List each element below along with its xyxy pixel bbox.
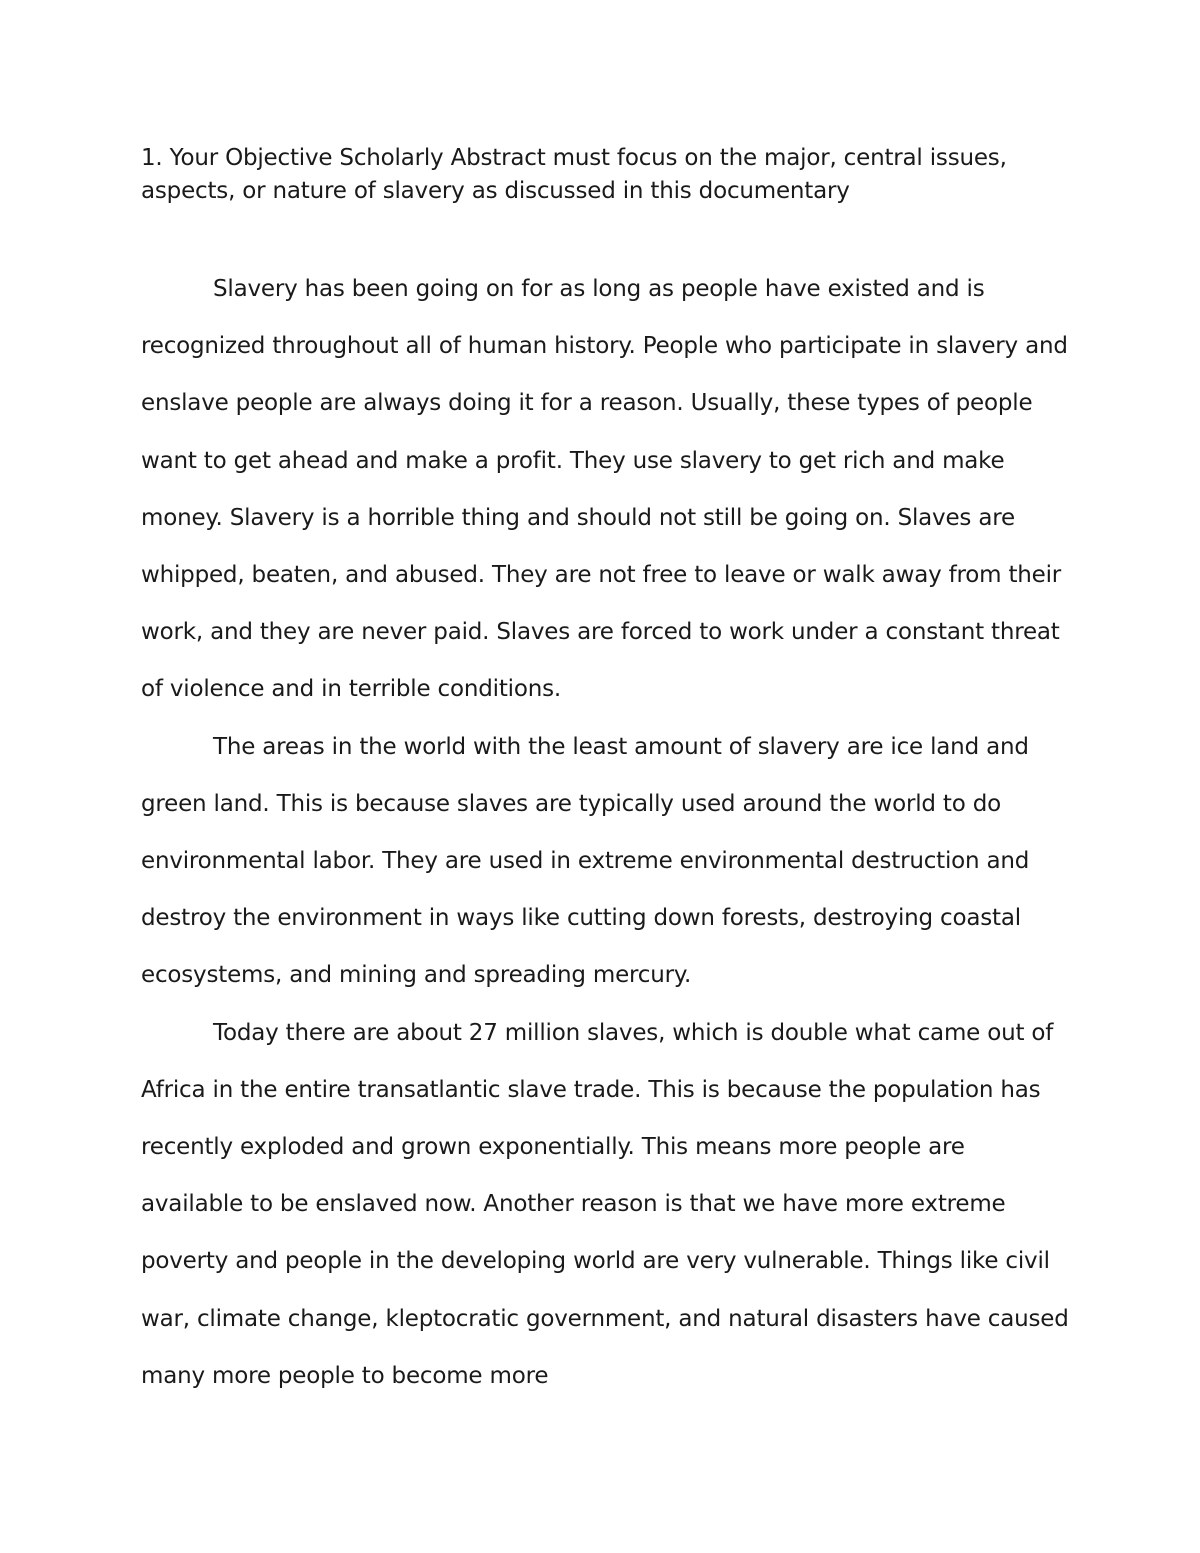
- essay-paragraph-2: The areas in the world with the least amount of slavery are ice land and green land. This is because slaves are typically used around the world to do environmental labor. They are used in extreme environmental destruction and destroy the environment in ways like cutting down forests, destroying coastal ecosystems, and mining and spreading mercury.: [141, 733, 1030, 989]
- essay-paragraph-1: Slavery has been going on for as long as people have existed and is recognized throughout all of human history. People who participate in slavery and enslave people are always doing it for a reason. Usually, these types of people want to get ahead and make a profit. They use slavery to get rich and make money. Slavery is a horrible thing and should not still be going on. Slaves are whipped, beaten, and abused. They are not free to leave or walk away from their work, and they are never paid. Slaves are forced to work under a constant threat of violence and in terrible conditions.: [141, 276, 1068, 703]
- essay-body: [141, 261, 1071, 1405]
- prompt-text: 1. Your Objective Scholarly Abstract must focus on the major, central issues, aspects, or nature of slavery as discussed in this documentary: [141, 145, 1007, 204]
- essay-paragraph-3: Today there are about 27 million slaves, which is double what came out of Africa in the entire transatlantic slave trade. This is because the population has recently exploded and grown exponentially. This means more people are available to be enslaved now. Another reason is that we have more extreme poverty and people in the developing world are very vulnerable. Things like civil war, climate change, kleptocratic government, and natural disasters have caused many more people to become more: [141, 1019, 1069, 1389]
- prompt-block: [141, 142, 1071, 208]
